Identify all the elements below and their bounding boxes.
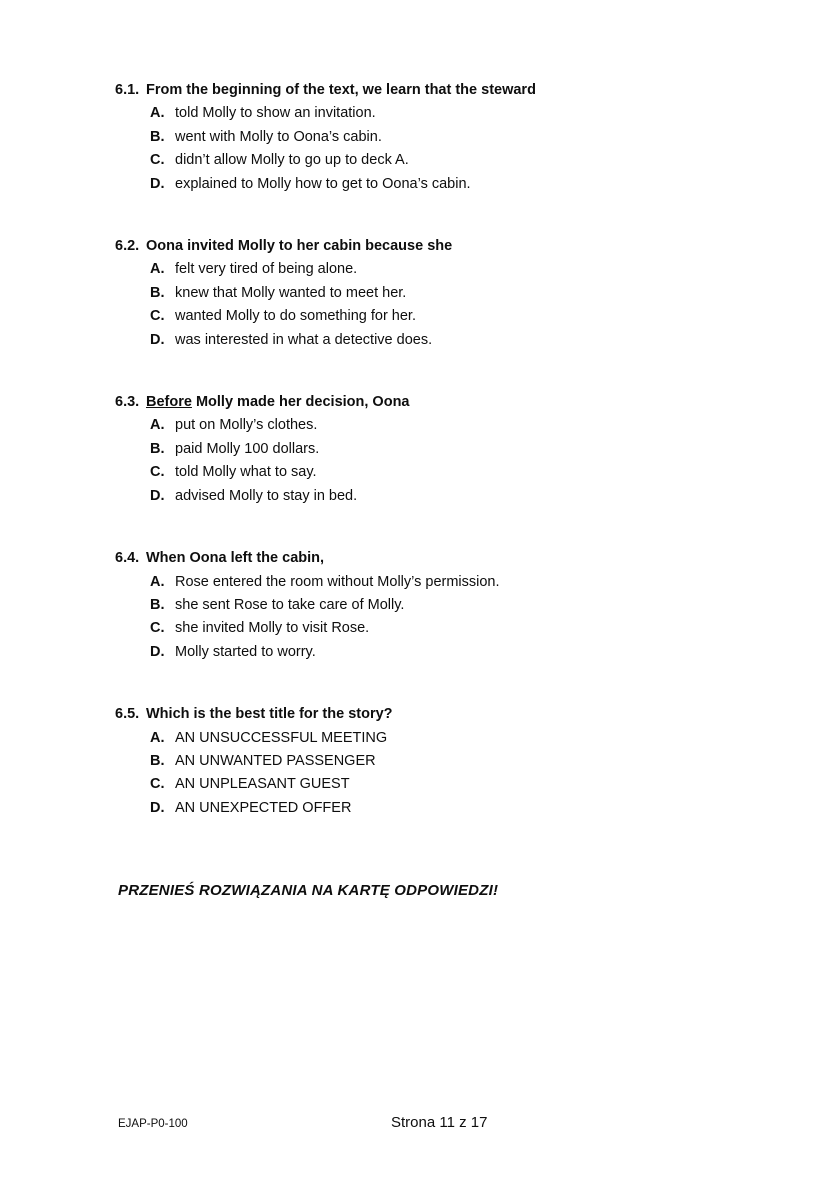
option-text: AN UNWANTED PASSENGER [175,752,376,769]
question-header [115,235,780,258]
option-letter: B. [150,440,165,457]
option-text: paid Molly 100 dollars. [175,440,320,457]
question-number: 6.3. [115,394,140,411]
option-text: went with Molly to Oona’s cabin. [175,128,382,145]
question-prompt: Which is the best title for the story? [146,706,393,723]
option-letter: A. [150,417,165,434]
question-number: 6.2. [115,238,140,255]
option-letter: C. [150,620,165,637]
option-row [150,773,780,796]
option-row [150,305,780,328]
question-number: 6.1. [115,82,140,98]
option-row [150,258,780,281]
option-text: Molly started to worry. [175,643,316,660]
question-prompt: Oona invited Molly to her cabin because she [146,238,453,255]
option-text: told Molly to show an invitation. [175,105,376,122]
option-letter: B. [150,284,165,301]
option-text: told Molly what to say. [175,464,317,481]
option-text: she invited Molly to visit Rose. [175,620,370,637]
option-row [150,571,780,594]
question-number: 6.5. [115,706,140,723]
option-row [150,727,780,750]
option-letter: C. [150,308,165,325]
option-letter: A. [150,261,165,278]
question-6-2 [115,235,780,352]
option-row [150,594,780,617]
question-6-4 [115,547,780,664]
option-row [150,126,780,149]
option-letter: A. [150,573,165,590]
page-number: Strona 11 z 17 [391,1114,488,1131]
option-row [150,329,780,352]
option-text: felt very tired of being alone. [175,261,358,278]
option-letter: D. [150,643,165,660]
option-letter: A. [150,105,165,122]
option-text: wanted Molly to do something for her. [175,308,416,325]
option-letter: A. [150,729,165,746]
question-6-5 [115,703,780,820]
option-row [150,617,780,640]
option-letter: D. [150,331,165,348]
transfer-answers-note: PRZENIEŚ ROZWIĄZANIA NA KARTĘ ODPOWIEDZI! [118,882,499,900]
option-row [150,641,780,664]
option-row [150,414,780,437]
question-header [115,391,780,414]
underlined-word: Before [146,394,192,411]
option-row [150,438,780,461]
option-row [150,797,780,820]
option-text: put on Molly’s clothes. [175,417,318,434]
exam-code: EJAP-P0-100 [118,1118,188,1130]
option-letter: D. [150,799,165,816]
option-text: advised Molly to stay in bed. [175,487,358,504]
option-letter: C. [150,776,165,793]
option-letter: C. [150,152,165,169]
option-letter: B. [150,596,165,613]
question-6-1 [115,79,780,196]
option-text: was interested in what a detective does. [175,331,433,348]
question-6-3 [115,391,780,508]
option-row [150,173,780,196]
option-text: explained to Molly how to get to Oona’s cabin. [175,175,471,192]
option-letter: B. [150,128,165,145]
option-letter: D. [150,487,165,504]
option-letter: D. [150,175,165,192]
option-text: knew that Molly wanted to meet her. [175,284,407,301]
question-header [115,703,780,726]
option-row [150,485,780,508]
option-letter: B. [150,752,165,769]
option-text: AN UNPLEASANT GUEST [175,776,350,793]
option-row [150,750,780,773]
option-text: AN UNSUCCESSFUL MEETING [175,729,388,746]
question-prompt: When Oona left the cabin, [146,550,325,567]
question-prompt [146,391,780,414]
option-letter: C. [150,464,165,481]
question-header [115,79,780,102]
option-text: she sent Rose to take care of Molly. [175,596,405,613]
option-row [150,149,780,172]
option-row [150,461,780,484]
question-prompt: From the beginning of the text, we learn that the steward [146,82,536,98]
prompt-rest: Molly made her decision, Oona [191,394,410,411]
option-row [150,102,780,125]
option-row [150,282,780,305]
option-text: Rose entered the room without Molly’s permission. [175,573,500,590]
question-header [115,547,780,570]
option-text: didn’t allow Molly to go up to deck A. [175,152,409,169]
option-text: AN UNEXPECTED OFFER [175,799,352,816]
question-number: 6.4. [115,550,140,567]
